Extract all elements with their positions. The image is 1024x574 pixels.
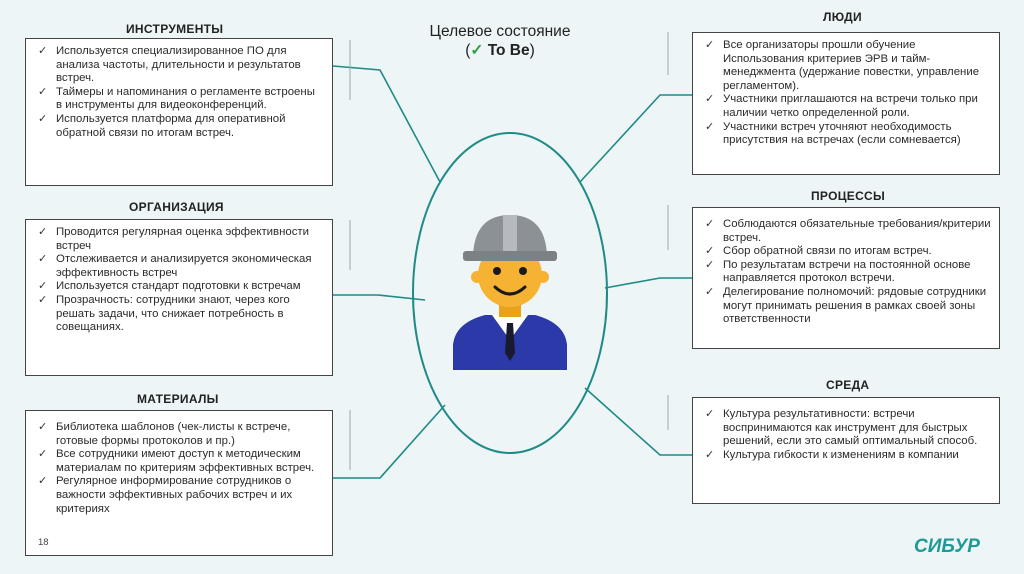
check-bullet-icon: ✓ [705,258,715,271]
materials-box [25,410,333,556]
list-item [703,286,991,327]
check-bullet-icon: ✓ [705,448,715,461]
connector-environment [585,388,692,455]
list-item [36,45,324,86]
check-bullet-icon: ✓ [38,421,48,433]
check-bullet-icon: ✓ [705,93,715,106]
check-bullet-icon: ✓ [38,226,48,238]
list-item [36,86,324,113]
list-item-text: Используется специализированное ПО для анализа частоты, длительности и результатов встреч. [56,45,301,85]
environment-box [692,397,1000,504]
list-item-text: Сбор обратной связи по итогам встреч. [723,245,932,258]
list-item-text: Культура результативности: встречи воспринимаются как инструмент для быстрых решений, если это самый оптимальный способ. [723,408,978,448]
check-bullet-icon: ✓ [38,112,48,125]
list-item-text: Используется платформа для оперативной обратной связи по итогам встреч. [56,112,286,139]
list-item-text: Таймеры и напоминания о регламенте встроены в инструменты для видеоконференций. [56,85,315,112]
list-item-text: Используется стандарт подготовки к встречам [56,280,301,293]
list-item [703,218,991,245]
logo-text: СИБУР [914,536,980,556]
tools-heading: ИНСТРУМЕНТЫ [126,22,224,36]
list-item-text: Участники приглашаются на встречи только при наличии четко определенной роли. [723,93,978,119]
list-item-text: Соблюдаются обязательные требования/критерии встреч. [723,218,991,244]
check-bullet-icon: ✓ [705,408,715,420]
list-item [703,39,991,93]
check-bullet-icon: ✓ [705,120,715,133]
check-bullet-icon: ✓ [705,245,715,258]
list-item [36,421,324,448]
processes-heading: ПРОЦЕССЫ [811,189,886,203]
list-item [703,245,991,259]
list-item [36,253,324,280]
connector-organization [333,295,425,300]
organization-heading: ОРГАНИЗАЦИЯ [129,200,224,214]
list-item-text: Прозрачность: сотрудники знают, через кого решать задачи, что снижает потребность в совещаниях. [56,293,290,334]
list-item-text: Проводится регулярная оценка эффективности встреч [56,226,309,252]
worker-avatar-icon [445,205,575,370]
check-bullet-icon: ✓ [38,475,48,488]
check-bullet-icon: ✓ [38,45,48,57]
connector-tools [333,66,440,182]
to-be-label: To Be [487,42,530,59]
list-item-text: Культура гибкости к изменениям в компании [723,448,959,461]
check-icon: ✓ [470,42,484,59]
check-bullet-icon: ✓ [38,280,48,293]
check-bullet-icon: ✓ [705,285,715,298]
list-item [36,226,324,253]
list-item [703,121,991,148]
list-item [36,280,324,294]
check-bullet-icon: ✓ [38,85,48,98]
list-item [36,294,324,335]
organization-box [25,219,333,376]
tools-list [36,45,324,140]
environment-list [703,408,991,462]
page-number: 18 [38,537,49,548]
people-heading: ЛЮДИ [823,10,862,24]
tools-box [25,38,333,186]
connector-people [580,95,692,182]
list-item-text: По результатам встречи на постоянной основе направляется протокол встречи. [723,258,971,285]
list-item [703,449,991,463]
page-title [400,22,600,60]
materials-list [36,421,324,516]
list-item-text: Регулярное информирование сотрудников о важности эффективных рабочих встреч и их критериях [56,475,293,515]
processes-box [692,207,1000,349]
list-item [703,93,991,120]
list-item-text: Все организаторы прошли обучение Использования критериев ЭРВ и тайм-менеджмента (удержание повестки, управление регламентом). [723,39,980,92]
materials-heading: МАТЕРИАЛЫ [137,392,219,406]
list-item [36,448,324,475]
list-item-text: Участники встреч уточняют необходимость присутствия на встречах (если сомневается) [723,120,961,147]
sibur-logo [902,534,992,556]
list-item-text: Отслеживается и анализируется экономическая эффективность встреч [56,253,312,279]
list-item-text: Библиотека шаблонов (чек-листы к встрече, готовые формы протоколов и пр.) [56,421,291,447]
environment-heading: СРЕДА [826,378,870,392]
list-item-text: Все сотрудники имеют доступ к методическим материалам по критериям эффективных встреч. [56,448,315,474]
check-bullet-icon: ✓ [38,448,48,461]
check-bullet-icon: ✓ [38,253,48,266]
title-line2: (✓ To Be) [465,42,535,59]
list-item [703,408,991,449]
list-item [703,259,991,286]
list-item [36,475,324,516]
organization-list [36,226,324,335]
processes-list [703,218,991,327]
list-item-text: Делегирование полномочий: рядовые сотрудники могут принимать решения в рамках своей зоны ответственности [723,285,987,326]
people-box [692,32,1000,175]
connector-processes [605,278,692,288]
people-list [703,39,991,148]
check-bullet-icon: ✓ [705,218,715,230]
check-bullet-icon: ✓ [705,39,715,51]
list-item [36,113,324,140]
title-line1: Целевое состояние [429,23,571,40]
check-bullet-icon: ✓ [38,293,48,306]
